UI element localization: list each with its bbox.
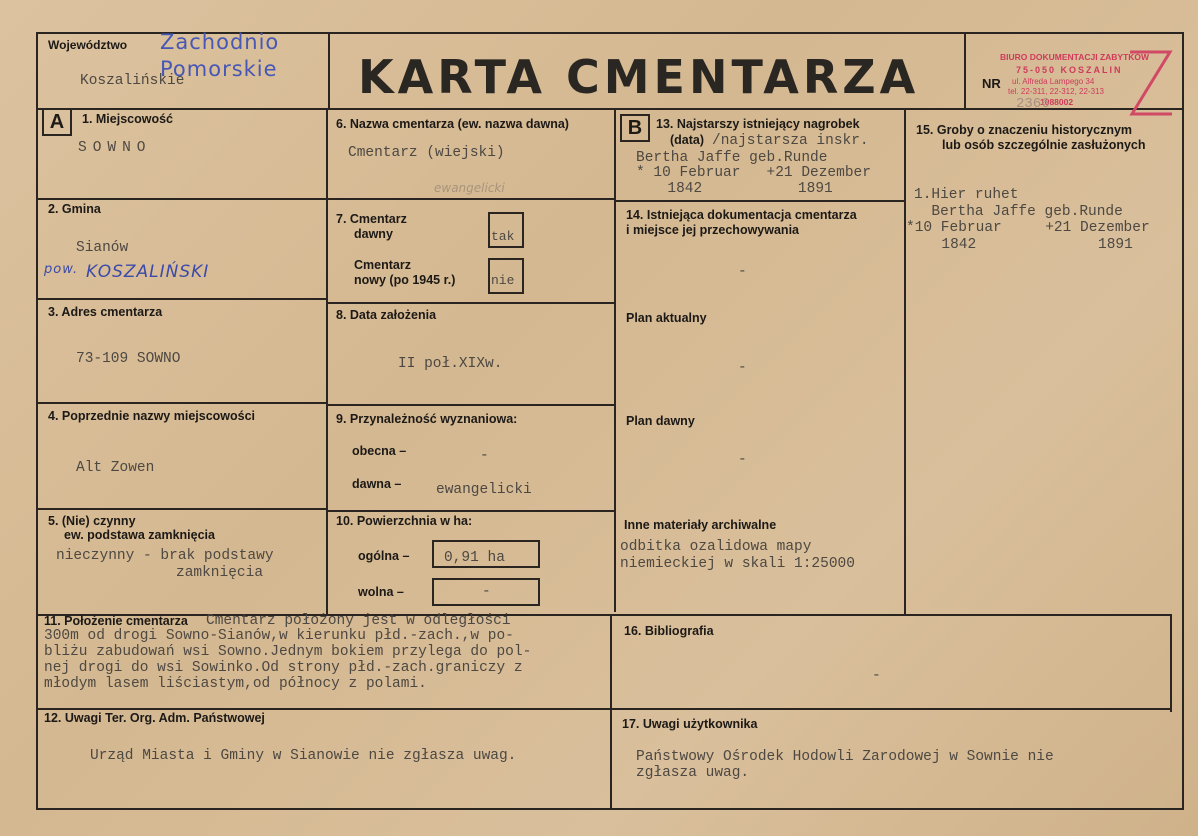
field-7-label-3: Cmentarz (354, 258, 411, 272)
field-15-label-2: lub osób szczególnie zasłużonych (942, 138, 1146, 152)
plan-dawny-label: Plan dawny (626, 414, 695, 428)
field-6-value: Cmentarz (wiejski) (348, 145, 505, 161)
field-12-label: 12. Uwagi Ter. Org. Adm. Państwowej (44, 711, 265, 725)
field-5-label-2: ew. podstawa zamknięcia (64, 528, 215, 542)
field-11-line-1: Cmentarz położony jest w odległości (206, 613, 511, 629)
field-2-value: Sianów (76, 240, 129, 256)
wojewodztwo-typed: Koszalińskie (80, 73, 185, 89)
field-9-dawna-value: ewangelicki (436, 482, 532, 498)
field-11-line-3: bliżu zabudowań wsi Sowno.Jednym bokiem przylega do pol- (44, 644, 532, 660)
field-13-line-2: * 10 Februar +21 Dezember (636, 165, 871, 181)
field-3-label: 3. Adres cmentarza (48, 305, 163, 319)
field-1-label: 1. Miejscowość (82, 112, 174, 126)
field-7-dawny-value: tak (491, 229, 515, 244)
field-17-line-1: Państwowy Ośrodek Hodowli Zarodowej w Sownie nie (636, 749, 1054, 765)
inne-materialy-line-1: odbitka ozalidowa mapy (620, 539, 812, 555)
field-7-label-4: nowy (po 1945 r.) (354, 273, 456, 287)
field-17-line-2: zgłasza uwag. (636, 765, 750, 781)
field-14-value: - (738, 264, 747, 280)
field-15-label-1: 15. Groby o znaczeniu historycznym (916, 123, 1133, 137)
field-11-line-4: nej drogi do wsi Sowinko.Od strony płd.-zach.graniczy z (44, 660, 523, 676)
field-7-nowy-value: nie (491, 273, 515, 288)
field-5-value-2: zamknięcia (176, 565, 264, 581)
inne-materialy-label: Inne materiały archiwalne (624, 518, 777, 532)
field-9-label: 9. Przynależność wyznaniowa: (336, 412, 518, 426)
field-17-label: 17. Uwagi użytkownika (622, 717, 758, 731)
field-11-line-5: młodym lasem liściastym,od północy z polami. (44, 676, 427, 692)
field-4-value: Alt Zowen (76, 460, 155, 476)
field-9-obecna-value: - (480, 448, 489, 464)
field-16-value: - (872, 668, 881, 684)
field-10-wolna-value: - (482, 584, 491, 600)
field-11-line-2: 300m od drogi Sowno-Sianów,w kierunku płd.-zach.,w po- (44, 628, 514, 644)
field-5-label-1: 5. (Nie) czynny (48, 514, 136, 528)
nr-label: NR (982, 76, 1001, 91)
field-14-label-2: i miejsce jej przechowywania (626, 223, 799, 237)
field-8-label: 8. Data założenia (336, 308, 437, 322)
wojewodztwo-label: Województwo (48, 38, 128, 52)
field-13-label-2: (data) (670, 133, 705, 147)
field-2-label: 2. Gmina (48, 202, 101, 216)
field-2-hand-value: KOSZALIŃSKI (86, 262, 210, 282)
field-6-pencil: ewangelicki (434, 181, 505, 195)
field-6-label: 6. Nazwa cmentarza (ew. nazwa dawna) (336, 117, 569, 131)
field-13-label-1: 13. Najstarszy istniejący nagrobek (656, 117, 860, 131)
field-10-ogolna-value: 0,91 ha (444, 550, 505, 566)
field-15-line-2: Bertha Jaffe geb.Runde (914, 204, 1123, 220)
field-1-value: SOWNO (78, 140, 152, 156)
plan-dawny-value: - (738, 452, 747, 468)
office-stamp: BIURO DOKUMENTACJI ZABYTKÓW 75-050 KOSZALIN ul. Alfreda Lampego 34 tel. 22-311, 22-312, 22-313 1088002 (1000, 52, 1150, 107)
inne-materialy-line-2: niemieckiej w skali 1:25000 (620, 556, 855, 572)
field-13-label-inline: /najstarsza inskr. (712, 133, 869, 149)
field-12-value: Urząd Miasta i Gminy w Sianowie nie zgłasza uwag. (90, 748, 517, 764)
field-10-label: 10. Powierzchnia w ha: (336, 514, 473, 528)
field-15-line-1: 1.Hier ruhet (914, 187, 1019, 203)
field-7-label-2: dawny (354, 227, 393, 241)
field-10-wolna-label: wolna – (358, 585, 404, 599)
section-a-box: A (42, 108, 72, 136)
field-3-value: 73-109 SOWNO (76, 351, 181, 367)
field-8-value: II poł.XIXw. (398, 356, 503, 372)
field-15-line-3: *10 Februar +21 Dezember (906, 220, 1150, 236)
section-b-box: B (620, 114, 650, 142)
plan-aktualny-value: - (738, 360, 747, 376)
plan-aktualny-label: Plan aktualny (626, 311, 707, 325)
field-10-ogolna-label: ogólna – (358, 549, 410, 563)
field-14-label-1: 14. Istniejąca dokumentacja cmentarza (626, 208, 857, 222)
wojewodztwo-stamp-line1: Zachodnio (160, 30, 280, 54)
field-16-label: 16. Bibliografia (624, 624, 714, 638)
field-2-hand-prefix: pow. (44, 262, 79, 277)
field-13-line-3: 1842 1891 (650, 181, 833, 197)
field-4-label: 4. Poprzednie nazwy miejscowości (48, 409, 256, 423)
field-9-dawna-label: dawna – (352, 477, 402, 491)
nr-handwritten: 2366 (1016, 96, 1050, 112)
field-5-value-1: nieczynny - brak podstawy (56, 548, 274, 564)
field-15-line-4: 1842 1891 (924, 237, 1133, 253)
field-9-obecna-label: obecna – (352, 444, 407, 458)
field-13-line-1: Bertha Jaffe geb.Runde (636, 150, 828, 166)
red-z-mark (1126, 48, 1176, 120)
field-7-label-1: 7. Cmentarz (336, 212, 407, 226)
card-title: KARTA CMENTARZA (358, 50, 920, 104)
field-11-label: 11. Położenie cmentarza (44, 614, 188, 628)
wojewodztwo-stamp-line2: Pomorskie (160, 57, 278, 81)
